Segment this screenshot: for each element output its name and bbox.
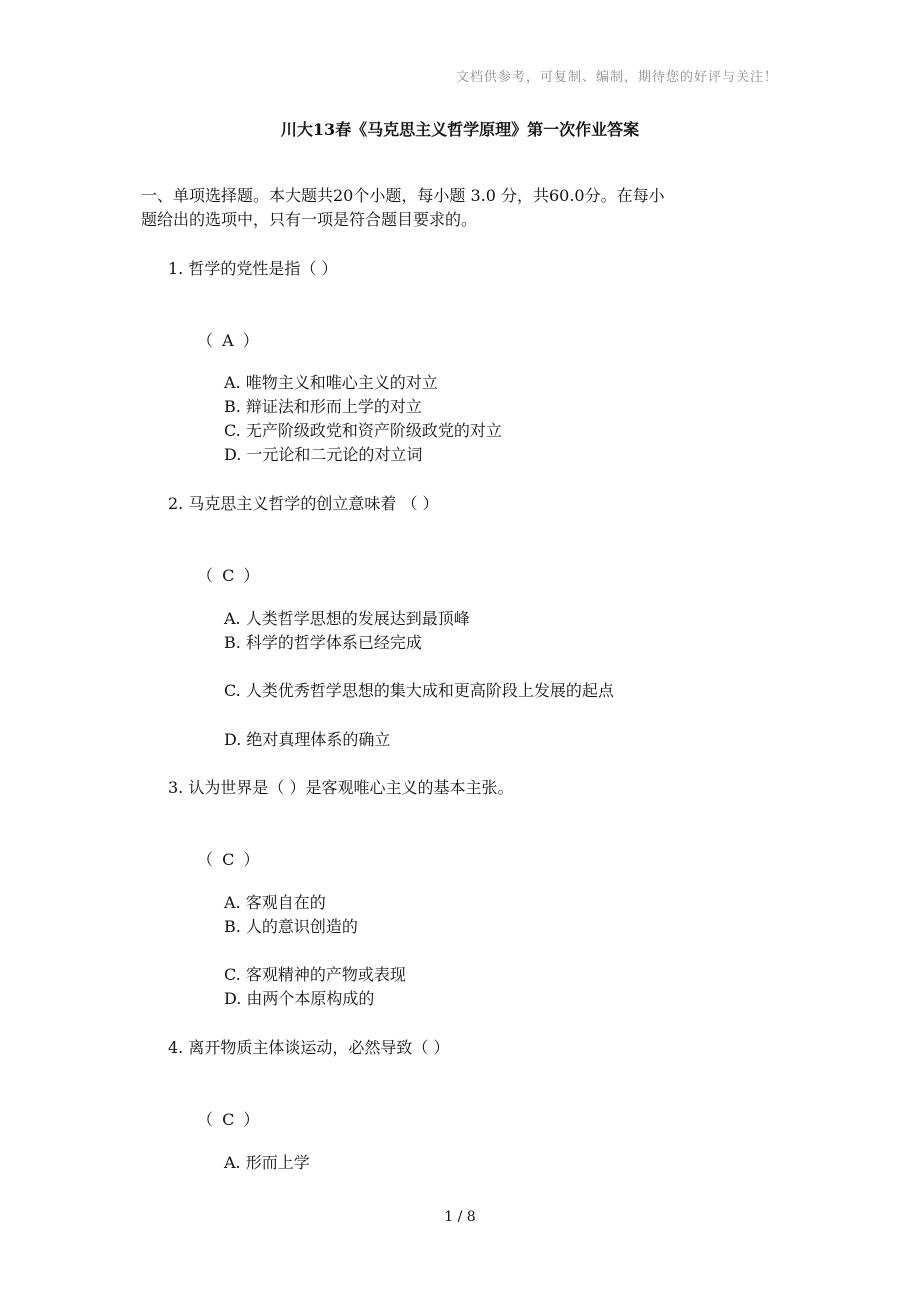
question-4-option-a: A. 形而上学 bbox=[224, 1153, 310, 1172]
document-title: 川大13春《马克思主义哲学原理》第一次作业答案 bbox=[280, 120, 640, 139]
question-2-option-b: B. 科学的哲学体系已经完成 bbox=[224, 633, 422, 652]
question-2-option-c: C. 人类优秀哲学思想的集大成和更高阶段上发展的起点 bbox=[224, 681, 614, 700]
question-2-option-a: A. 人类哲学思想的发展达到最顶峰 bbox=[224, 609, 470, 628]
question-4-stem: 4. 离开物质主体谈运动，必然导致（ ） bbox=[168, 1038, 450, 1057]
section-heading-line: 一、单项选择题。本大题共20个小题，每小题 3.0 分，共60.0分。在每小 bbox=[141, 186, 665, 205]
question-2-answer: （ C ） bbox=[197, 566, 262, 585]
section-heading-line: 题给出的选项中，只有一项是符合题目要求的。 bbox=[141, 210, 478, 229]
question-1-stem: 1. 哲学的党性是指（ ） bbox=[168, 259, 338, 278]
question-4-answer: （ C ） bbox=[197, 1110, 262, 1129]
question-3-stem: 3. 认为世界是（ ）是客观唯心主义的基本主张。 bbox=[168, 778, 514, 797]
question-3-option-d: D. 由两个本原构成的 bbox=[224, 989, 375, 1008]
question-3-option-b: B. 人的意识创造的 bbox=[224, 917, 358, 936]
question-1-option-a: A. 唯物主义和唯心主义的对立 bbox=[224, 373, 438, 392]
question-2-stem: 2. 马克思主义哲学的创立意味着 （ ） bbox=[168, 494, 439, 513]
section-heading bbox=[141, 184, 781, 232]
question-1-option-d: D. 一元论和二元论的对立词 bbox=[224, 445, 423, 464]
question-1-option-b: B. 辩证法和形而上学的对立 bbox=[224, 397, 422, 416]
page-number: 1 / 8 bbox=[444, 1209, 476, 1225]
question-1-option-c: C. 无产阶级政党和资产阶级政党的对立 bbox=[224, 421, 502, 440]
header-note: 文档供参考，可复制、编制，期待您的好评与关注！ bbox=[455, 70, 778, 85]
question-3-answer: （ C ） bbox=[197, 850, 262, 869]
question-1-answer: （ A ） bbox=[197, 331, 261, 350]
question-3-option-a: A. 客观自在的 bbox=[224, 893, 326, 912]
question-2-option-d: D. 绝对真理体系的确立 bbox=[224, 730, 391, 749]
question-3-option-c: C. 客观精神的产物或表现 bbox=[224, 965, 406, 984]
